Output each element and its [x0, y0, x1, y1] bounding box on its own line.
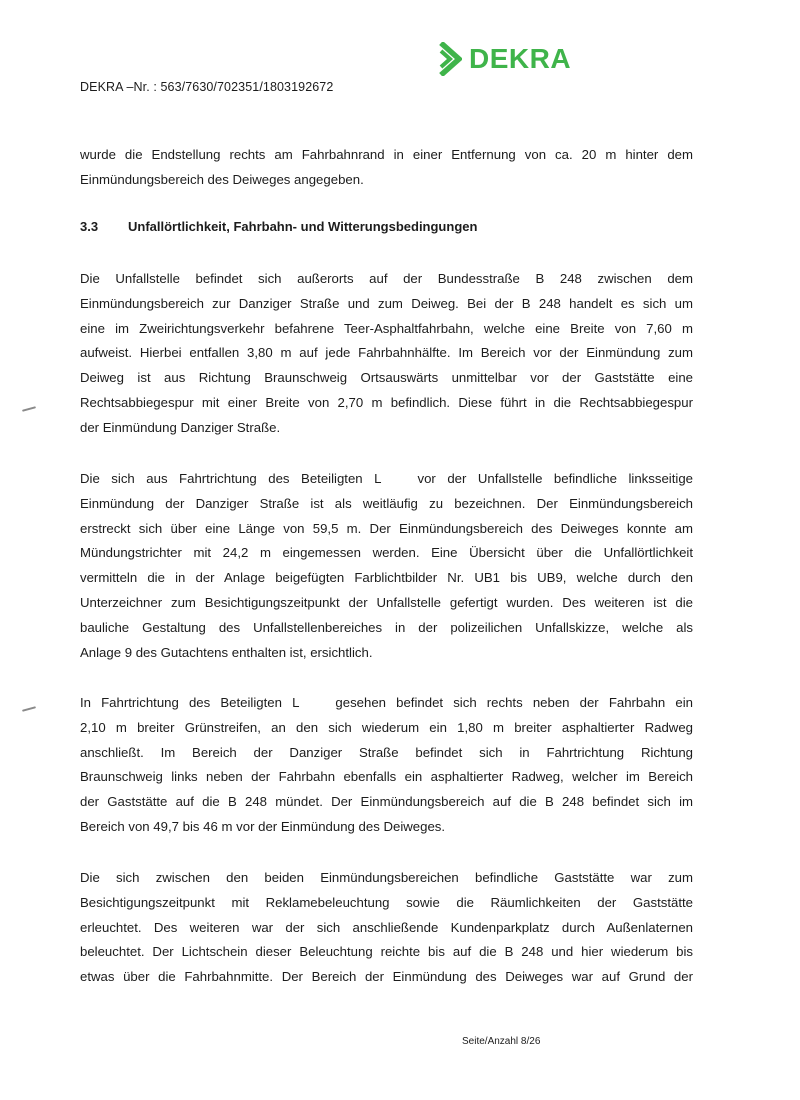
- paragraph-intro: [80, 143, 693, 193]
- dekra-logo: [438, 40, 571, 78]
- text-line: Rechtsabbiegespur mit einer Breite von 2,70 m befindlich. Diese führt in die Rechtsabbiegespur: [80, 394, 693, 410]
- logo-text: DEKRA: [469, 43, 572, 74]
- paragraph-2: [80, 467, 693, 665]
- section-title: Unfallörtlichkeit, Fahrbahn- und Witterungsbedingungen: [128, 219, 478, 234]
- scan-mark: [22, 706, 36, 712]
- text-line: Mündungstrichter mit 24,2 m eingemessen werden. Eine Übersicht über die Unfallörtlichkeit: [80, 545, 693, 561]
- section-number: 3.3: [80, 219, 99, 234]
- text-line: eine im Zweirichtungsverkehr befahrene Teer-Asphaltfahrbahn, welche eine Breite von 7,60 m: [80, 320, 693, 336]
- page-number: Seite/Anzahl 8/26: [462, 1036, 541, 1047]
- text-fragment: In Fahrtrichtung des Beteiligten L: [80, 695, 300, 710]
- text-line: vermitteln die in der Anlage beigefügten Farblichtbilder Nr. UB1 bis UB9, welche durch den: [80, 570, 693, 586]
- document-number: DEKRA –Nr. : 563/7630/702351/1803192672: [80, 80, 334, 94]
- text-line: 2,10 m breiter Grünstreifen, an den sich wiederum ein 1,80 m breiter asphaltierter Radweg: [80, 719, 693, 735]
- text-line: Einmündung der Danziger Straße ist als weitläufig zu bezeichnen. Der Einmündungsbereich: [80, 495, 693, 511]
- text-line: [80, 467, 693, 492]
- text-fragment: Die sich aus Fahrtrichtung des Beteiligten L: [80, 471, 382, 486]
- text-line: Die Unfallstelle befindet sich außerorts auf der Bundesstraße B 248 zwischen dem: [80, 271, 693, 286]
- scan-mark: [22, 406, 36, 412]
- text-line: Anlage 9 des Gutachtens enthalten ist, ersichtlich.: [80, 644, 373, 660]
- text-line: Die sich zwischen den beiden Einmündungsbereichen befindliche Gaststätte war zum: [80, 870, 693, 885]
- paragraph-1: [80, 267, 693, 441]
- section-heading: [80, 219, 477, 234]
- paragraph-3: [80, 691, 693, 840]
- text-line: beleuchtet. Der Lichtschein dieser Beleuchtung reichte bis auf die B 248 und hier wiederum bis: [80, 944, 693, 960]
- text-line: aufweist. Hierbei entfallen 3,80 m auf jede Fahrbahnhälfte. Im Bereich vor der Einmündung zum: [80, 345, 693, 361]
- text-line: Bereich von 49,7 bis 46 m vor der Einmündung des Deiweges.: [80, 818, 446, 834]
- paragraph-4: [80, 866, 693, 990]
- text-line: [80, 691, 693, 716]
- text-line: Einmündungsbereich zur Danziger Straße und zum Deiweg. Bei der B 248 handelt es sich um: [80, 295, 693, 311]
- text-fragment: vor der Unfallstelle befindliche linksseitige: [417, 471, 693, 486]
- text-line: erleuchtet. Des weiteren war der sich anschließende Kundenparkplatz durch Außenlaternen: [80, 919, 693, 935]
- text-line: erstreckt sich über eine Länge von 59,5 m. Der Einmündungsbereich des Deiweges konnte am: [80, 520, 693, 536]
- text-line: wurde die Endstellung rechts am Fahrbahnrand in einer Entfernung von ca. 20 m hinter dem: [80, 147, 693, 162]
- text-line: anschließt. Im Bereich der Danziger Straße befindet sich in Fahrtrichtung Richtung: [80, 744, 693, 760]
- text-line: Braunschweig links neben der Fahrbahn ebenfalls ein asphaltierter Radweg, welcher im Bereich: [80, 769, 693, 785]
- text-line: der Gaststätte auf die B 248 mündet. Der Einmündungsbereich auf die B 248 befindet sich im: [80, 794, 693, 810]
- text-line: Einmündungsbereich des Deiweges angegeben.: [80, 171, 364, 187]
- text-fragment: gesehen befindet sich rechts neben der Fahrbahn ein: [335, 695, 693, 710]
- text-line: etwas über die Fahrbahnmitte. Der Bereich der Einmündung des Deiweges war auf Grund der: [80, 969, 693, 985]
- text-line: der Einmündung Danziger Straße.: [80, 419, 281, 435]
- text-line: Deiweg ist aus Richtung Braunschweig Ortsauswärts unmittelbar vor der Gaststätte eine: [80, 370, 693, 386]
- text-line: Besichtigungszeitpunkt mit Reklamebeleuchtung sowie die Räumlichkeiten der Gaststätte: [80, 894, 693, 910]
- text-line: bauliche Gestaltung des Unfallstellenbereiches in der polizeilichen Unfallskizze, welche als: [80, 619, 693, 635]
- text-line: Unterzeichner zum Besichtigungszeitpunkt der Unfallstelle gefertigt wurden. Des weiteren ist die: [80, 594, 693, 610]
- dekra-chevron-icon: [438, 42, 462, 76]
